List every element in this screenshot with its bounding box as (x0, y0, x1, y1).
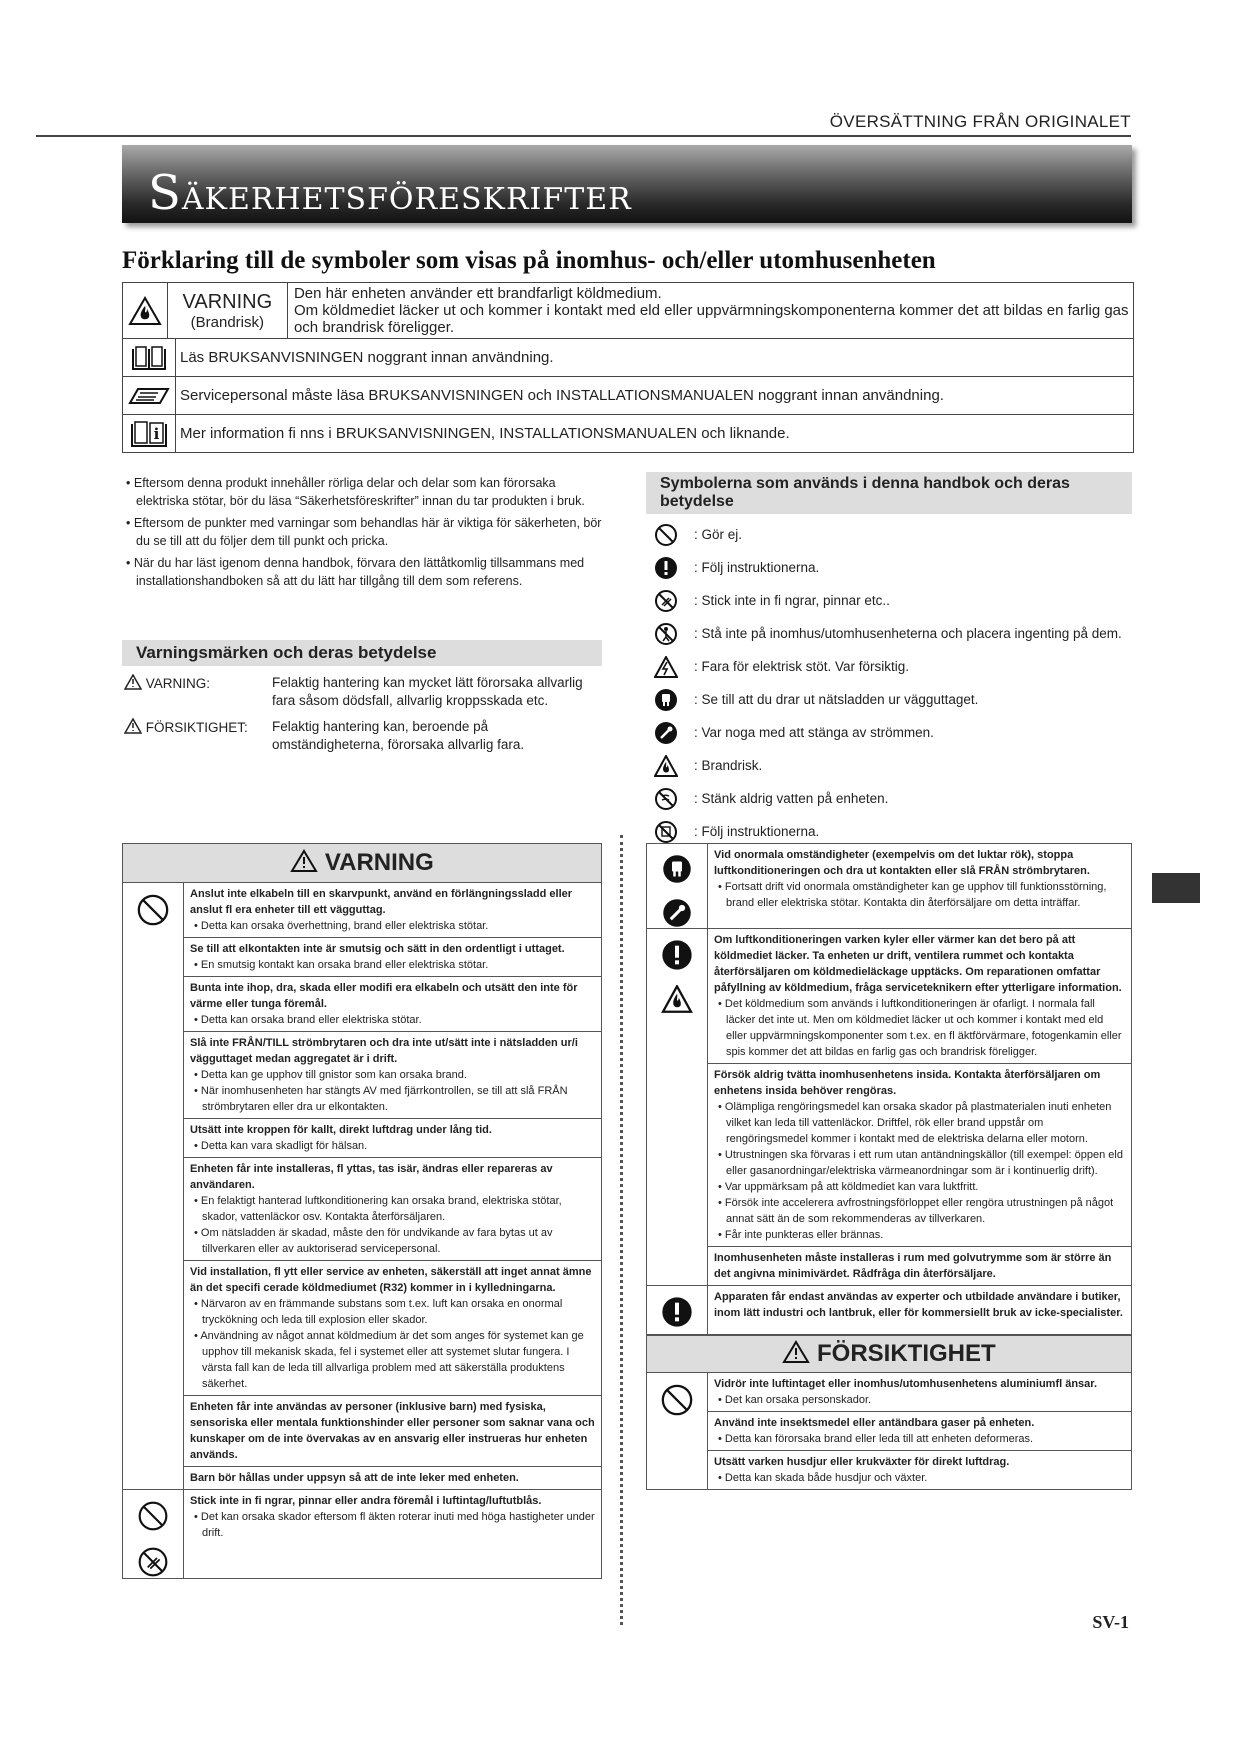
warning-item-title: Inomhusenheten måste installeras i rum med golvutrymme som är större än det angivna minimivärdet. Rådfråga din återförsäljare. (714, 1252, 1112, 1280)
warning-mark-label: FÖRSIKTIGHET: (145, 720, 248, 735)
warning-box-content (184, 883, 601, 1489)
symbol-table (122, 282, 1134, 453)
legend-row (646, 782, 1132, 815)
prohibited-icon (137, 1500, 169, 1532)
warning-item-point-text: Om nätsladden är skadad, måste den för undvikande av fara bytas ut av tillverkaren eller av auktoriserad servicepersonal. (200, 1227, 553, 1255)
manual-icon (123, 377, 176, 414)
legend-text: : Stänk aldrig vatten på enheten. (694, 791, 889, 806)
warning-box-row (123, 883, 601, 1490)
prohibited-icon (660, 1383, 694, 1417)
warning-item-title: Apparaten får endast användas av experter och utbildade användare i butiker, inom lätt industri och lantbruk, eller för kommersiellt bruk av icke-specialister. (714, 1291, 1123, 1319)
unplug-icon (646, 688, 686, 712)
legend-row (646, 716, 1132, 749)
list-item-text: Eftersom denna produkt innehåller rörliga delar och delar som kan förorsaka elektriska stötar, bör du läsa “Säkerhetsföreskrifter” innan du tar produkten i bruk. (133, 476, 585, 508)
right-box-content (708, 929, 1131, 1285)
warning-item (184, 1261, 601, 1396)
warning-item (184, 1119, 601, 1158)
warning-item-point-text: En smutsig kontakt kan orsaka brand eller elektriska stötar. (200, 959, 489, 971)
page-title (148, 165, 632, 221)
warning-mark-text: Felaktig hantering kan mycket lätt förorsaka allvarlig fara såsom dödsfall, allvarlig kroppsskada etc. (272, 675, 583, 708)
warning-item-point: • Det kan orsaka skador eftersom fl äkten roterar inuti med höga hastigheter under drift. (194, 1511, 595, 1539)
symbol-legend (646, 472, 1132, 848)
warning-marks-title: Varningsmärken och deras betydelse (122, 640, 602, 666)
warning-item-title: Utsätt inte kroppen för kallt, direkt luftdrag under lång tid. (190, 1124, 492, 1136)
warning-item-point: • Detta kan vara skadligt för hälsan. (194, 1140, 368, 1152)
caution-item (708, 1373, 1131, 1412)
caution-triangle-icon (124, 718, 142, 734)
legend-text: : Följ instruktionerna. (694, 560, 820, 575)
warning-row (123, 283, 1133, 339)
warning-mark-key (122, 718, 272, 754)
warning-item-title: Om luftkonditioneringen varken kyler eller värmer kan det bero på att köldmediet läcker. Ta enheten ur drift, ventilera rummet och kontakta återförsäljaren om köldmedieläckage upptäcks. Om reparationen omfattar påfyllning av köldmedium, fråga serviceteknikern efter ytterligare information. (714, 934, 1122, 994)
warning-item-point: • Detta kan ge upphov till gnistor som kan orsaka brand. (194, 1069, 467, 1081)
warning-mark-row (122, 674, 602, 710)
warning-item-point: • När inomhusenheten har stängts AV med fjärrkontrollen, se till att slå FRÅN strömbrytaren eller dra ur elkontakten. (194, 1085, 568, 1113)
warning-triangle-icon (124, 674, 142, 690)
caution-item-point-text: Detta kan förorsaka brand eller leda till att enheten deformeras. (724, 1433, 1034, 1445)
warning-box (122, 843, 602, 1579)
legend-row (646, 551, 1132, 584)
mandatory-icon (646, 556, 686, 580)
legend-text: : Gör ej. (694, 527, 743, 542)
warning-item (184, 1158, 601, 1261)
right-box-content (708, 844, 1131, 928)
warning-box-icon-cell (123, 1490, 184, 1578)
caution-box-title: FÖRSIKTIGHET (817, 1340, 996, 1367)
warning-item (708, 1286, 1131, 1324)
no-fingers-icon (137, 1546, 169, 1578)
warning-item-point-text: Detta kan ge upphov till gnistor som kan orsaka brand. (200, 1069, 467, 1081)
warning-item-point: • Om nätsladden är skadad, måste den för undvikande av fara bytas ut av tillverkaren eller av auktoriserad servicepersonal. (194, 1227, 553, 1255)
right-box-icon-cell (647, 929, 708, 1285)
symbols-section-title: Förklaring till de symboler som visas på inomhus- och/eller utomhusenheten (122, 247, 936, 274)
warning-item-title: Se till att elkontakten inte är smutsig och sätt in den ordentligt i uttaget. (190, 943, 565, 955)
right-box-content (708, 1286, 1131, 1334)
warning-item (184, 938, 601, 977)
symbol-row (123, 377, 1133, 415)
power-off-icon (662, 898, 692, 928)
title-initial: S (148, 165, 182, 221)
warning-box-content (184, 1490, 601, 1578)
warning-item-title: Vid onormala omständigheter (exempelvis om det luktar rök), stoppa luftkonditioneringen och dra ut kontakten eller slå FRÅN strömbrytaren. (714, 849, 1090, 877)
warning-item-point: • Det köldmedium som används i luftkonditioneringen är ofarligt. I normala fall läcker det inte ut. Men om köldmediet läcker ut och kommer i kontakt med eld eller uppvärmningskomponenter som t.ex. en fl äktförvärmare, fotogenkamin eller spis kommer det att bildas en farlig gas och brandrisk föreligger. (718, 998, 1122, 1058)
warning-item-title: Slå inte FRÅN/TILL strömbrytaren och dra inte ut/sätt inte i nätsladden ur/i vägguttaget medan aggregatet är i drift. (190, 1037, 578, 1065)
caution-item-point-text: Det kan orsaka personskador. (724, 1394, 872, 1406)
warning-continued-box (646, 843, 1132, 1490)
legend-row (646, 650, 1132, 683)
warning-item-point-text: Fortsatt drift vid onormala omständigheter kan ge upphov till funktionsstörning, brand eller elektriska stötar. Kontakta din återförsäljare om detta inträffar. (724, 881, 1107, 909)
symbol-row-text: Servicepersonal måste läsa BRUKSANVISNINGEN och INSTALLATIONSMANUALEN noggrant innan användning. (180, 387, 944, 404)
warning-item-point: • Försök inte accelerera avfrostningsförloppet eller rengöra utrustningen på något annat sätt än de som rekommenderas av tillverkaren. (718, 1197, 1114, 1225)
warning-item-title: Enheten får inte installeras, fl yttas, tas isär, ändras eller repareras av användaren. (190, 1163, 553, 1191)
warning-item (184, 1396, 601, 1467)
electric-shock-icon (646, 656, 686, 678)
warning-item-title: Försök aldrig tvätta inomhusenhetens insida. Kontakta återförsäljaren om enhetens insida behöver rengöras. (714, 1069, 1101, 1097)
warning-item-point-text: Utrustningen ska förvaras i ett rum utan antändningskällor (till exempel: öppen eld eller gasanordningar/elektriska värmeanordningar som är i kontinuerlig drift). (724, 1149, 1123, 1177)
caution-item-point-text: Detta kan skada både husdjur och växter. (724, 1472, 928, 1484)
warning-item-point-text: Det köldmedium som används i luftkonditioneringen är ofarligt. I normala fall läcker det inte ut. Men om köldmediet läcker ut och kommer i kontakt med eld eller uppvärmningskomponenter som t.ex. en fl äktförvärmare, fotogenkamin eller spis kommer det att bildas en farlig gas och brandrisk föreligger. (724, 998, 1122, 1058)
warning-marks-section (122, 640, 602, 754)
warning-item-point-text: När inomhusenheten har stängts AV med fjärrkontrollen, se till att slå FRÅN strömbrytaren eller dra ur elkontakten. (200, 1085, 568, 1113)
warning-mark-row (122, 718, 602, 754)
mandatory-icon (661, 1296, 693, 1328)
caution-item-title: Använd inte insektsmedel eller antändbara gaser på enheten. (714, 1417, 1035, 1429)
no-fingers-icon (646, 589, 686, 613)
warning-item-point-text: Närvaron av en främmande substans som t.ex. luft kan orsaka en onormal tryckökning och leda till explosion eller skador. (200, 1298, 563, 1326)
warning-item (708, 1247, 1131, 1285)
warning-item-point: • Detta kan orsaka överhettning, brand eller elektriska stötar. (194, 920, 489, 932)
warning-item-point-text: Det kan orsaka skador eftersom fl äkten roterar inuti med höga hastigheter under drift. (200, 1511, 595, 1539)
warning-box-row (123, 1490, 601, 1578)
legend-row (646, 518, 1132, 551)
warning-sublabel: (Brandrisk) (190, 313, 264, 331)
book-icon (123, 339, 176, 376)
legend-text: : Brandrisk. (694, 758, 763, 773)
legend-text: : Se till att du drar ut nätsladden ur vägguttaget. (694, 692, 979, 707)
warning-item (184, 1032, 601, 1119)
title-rest: ÄKERHETSFÖRESKRIFTER (181, 182, 632, 217)
header-rule (36, 135, 1131, 137)
info-book-icon (123, 415, 176, 452)
warning-item-point-text: Detta kan orsaka brand eller elektriska stötar. (200, 1014, 422, 1026)
warning-box-title: VARNING (324, 849, 434, 876)
power-off-icon (646, 721, 686, 745)
caution-item-point: • Det kan orsaka personskador. (718, 1394, 872, 1406)
mandatory-icon (661, 939, 693, 971)
warning-item-point: • Får inte punkteras eller brännas. (718, 1229, 884, 1241)
intro-list (122, 474, 602, 594)
warning-item-title: Barn bör hållas under uppsyn så att de inte leker med enheten. (190, 1472, 519, 1484)
list-item: • Eftersom denna produkt innehåller rörliga delar och delar som kan förorsaka elektriska stötar, bör du läsa “Säkerhetsföreskrifter” innan du tar produkten i bruk. (126, 476, 585, 508)
caution-item (708, 1412, 1131, 1451)
symbol-row-text: Mer information fi nns i BRUKSANVISNINGEN, INSTALLATIONSMANUALEN och liknande. (180, 425, 790, 442)
warning-item-point-text: En felaktigt hanterad luftkonditionering kan orsaka brand, elektriska stötar, skador, vattenläckor osv. Kontakta återförsäljaren. (200, 1195, 562, 1223)
warning-item-point: • En felaktigt hanterad luftkonditionering kan orsaka brand, elektriska stötar, skador, vattenläckor osv. Kontakta återförsäljaren. (194, 1195, 562, 1223)
warning-item-point-text: Användning av något annat köldmedium är det som anges för systemet kan ge upphov till mekanisk skada, fel i systemet eller att systemet slutar fungera. I värsta fall kan de leda till allvarliga problem med att säkerställa produktens säkerhet. (200, 1330, 584, 1390)
warning-item-point-text: Var uppmärksam på att köldmediet kan vara luktfritt. (724, 1181, 979, 1193)
right-box-icon-cell (647, 1286, 708, 1334)
warning-item-point-text: Försök inte accelerera avfrostningsförloppet eller rengöra utrustningen på något annat sätt än de som rekommenderas av tillverkaren. (724, 1197, 1114, 1225)
warning-item-point-text: Får inte punkteras eller brännas. (724, 1229, 884, 1241)
symbol-legend-title: Symbolerna som används i denna handbok och deras betydelse (646, 472, 1132, 514)
page-number: SV-1 (1092, 1612, 1129, 1632)
warning-mark-label: VARNING: (145, 676, 211, 691)
warning-item-point: • Utrustningen ska förvaras i ett rum utan antändningskällor (till exempel: öppen eld eller gasanordningar/elektriska värmeanordningar som är i kontinuerlig drift). (718, 1149, 1123, 1177)
warning-box-header (123, 844, 601, 883)
warning-box-icon-cell (123, 883, 184, 1489)
no-stand-icon (646, 622, 686, 646)
caution-item-title: Vidrör inte luftintaget eller inomhus/utomhusenhetens aluminiumfl änsar. (714, 1378, 1098, 1390)
follow-instructions-icon (646, 820, 686, 844)
section-tab-marker (1152, 873, 1200, 903)
warning-item (708, 844, 1131, 914)
caution-item (708, 1451, 1131, 1489)
unplug-icon (662, 854, 692, 884)
fire-icon (646, 755, 686, 777)
warning-line-1: Den här enheten använder ett brandfarligt köldmedium. (293, 285, 662, 302)
warning-item-point: • Närvaron av en främmande substans som t.ex. luft kan orsaka en onormal tryckökning och leda till explosion eller skador. (194, 1298, 563, 1326)
warning-description (288, 285, 1133, 336)
legend-text: : Var noga med att stänga av strömmen. (694, 725, 934, 740)
legend-text: : Stå inte på inomhus/utomhusenheterna och placera ingenting på dem. (694, 626, 1122, 641)
warning-item (184, 977, 601, 1032)
right-box-row (647, 1286, 1131, 1335)
symbol-row (123, 415, 1133, 452)
list-item-text: När du har läst igenom denna handbok, förvara den lättåtkomlig tillsammans med installationshandboken så att du lätt har tillgång till dem som referens. (133, 556, 585, 588)
warning-item-point: • Detta kan orsaka brand eller elektriska stötar. (194, 1014, 422, 1026)
list-item-text: Eftersom de punkter med varningar som behandlas här är viktiga för säkerheten, bör du se till att du följer dem till punkt och pricka. (133, 516, 602, 548)
list-item: • När du har läst igenom denna handbok, förvara den lättåtkomlig tillsammans med installationshandboken så att du lätt har tillgång till dem som referens. (126, 556, 585, 588)
right-box-row (647, 929, 1131, 1286)
warning-item-title: Anslut inte elkabeln till en skarvpunkt, använd en förlängningssladd eller anslut fl era enheter till ett vägguttag. (190, 888, 573, 916)
fire-warning-icon (123, 283, 168, 338)
right-box-row (647, 844, 1131, 929)
warning-line-2: Om köldmediet läcker ut och kommer i kontakt med eld eller uppvärmningskomponenterna kommer det att bildas en farlig gas och brandrisk föreligger. (293, 302, 1129, 336)
caution-item-point: • Detta kan skada både husdjur och växter. (718, 1472, 928, 1484)
warning-label-cell (168, 283, 288, 338)
prohibited-icon (136, 893, 170, 927)
warning-item (708, 1064, 1131, 1247)
legend-row (646, 584, 1132, 617)
legend-text: : Stick inte in fi ngrar, pinnar etc.. (694, 593, 890, 608)
caution-box-icon-cell (647, 1373, 708, 1489)
legend-text: : Fara för elektrisk stöt. Var försiktig. (694, 659, 910, 674)
warning-item-title: Vid installation, fl ytt eller service av enheten, säkerställ att inget annat ämne än det specifi cerade köldmediumet (R32) kommer in i kylledningarna. (190, 1266, 592, 1294)
warning-triangle-icon (290, 849, 318, 873)
warning-label: VARNING (182, 290, 273, 313)
warning-item-point: • Var uppmärksam på att köldmediet kan vara luktfritt. (718, 1181, 979, 1193)
symbol-row-text: Läs BRUKSANVISNINGEN noggrant innan användning. (180, 349, 554, 366)
warning-item-point-text: Detta kan orsaka överhettning, brand eller elektriska stötar. (200, 920, 489, 932)
caution-box-content (708, 1373, 1131, 1489)
caution-item-title: Utsätt varken husdjur eller krukväxter för direkt luftdrag. (714, 1456, 1010, 1468)
warning-mark-key (122, 674, 272, 710)
list-item: • Eftersom de punkter med varningar som behandlas här är viktiga för säkerheten, bör du se till att du följer dem till punkt och pricka. (126, 516, 602, 548)
svg-text:i: i (153, 424, 160, 443)
warning-item-point: • Olämpliga rengöringsmedel kan orsaka skador på plastmaterialen inuti enheten vilket kan leda till vattenläckor. Driftfel, rök eller brand uppstår om rengöringsmedel kommer i kontakt med de elektriska delarna eller motorn. (718, 1101, 1112, 1145)
warning-item-point-text: Detta kan vara skadligt för hälsan. (200, 1140, 368, 1152)
translation-note: ÖVERSÄTTNING FRÅN ORIGINALET (829, 112, 1131, 131)
column-divider (620, 835, 623, 1625)
warning-item-title: Enheten får inte användas av personer (inklusive barn) med fysiska, sensoriska eller mentala funktionshinder eller personer som saknar vana och kunskaper om de inte övervakas av en ansvarig eller instrueras hur enheten används. (190, 1401, 595, 1461)
caution-triangle-icon (782, 1340, 810, 1364)
symbol-row (123, 339, 1133, 377)
warning-item (184, 1467, 601, 1489)
warning-item-point: • Fortsatt drift vid onormala omständigheter kan ge upphov till funktionsstörning, brand eller elektriska stötar. Kontakta din återförsäljare om detta inträffar. (718, 881, 1107, 909)
warning-item-point-text: Olämpliga rengöringsmedel kan orsaka skador på plastmaterialen inuti enheten vilket kan leda till vattenläckor. Driftfel, rök eller brand uppstår om rengöringsmedel kommer i kontakt med de elektriska delarna eller motorn. (724, 1101, 1112, 1145)
warning-item (708, 929, 1131, 1064)
no-water-icon (646, 787, 686, 811)
warning-item (184, 883, 601, 938)
warning-item-point: • Användning av något annat köldmedium är det som anges för systemet kan ge upphov till mekanisk skada, fel i systemet eller att systemet slutar fungera. I värsta fall kan de leda till allvarliga problem med att säkerställa produktens säkerhet. (194, 1330, 584, 1390)
caution-box-row (647, 1373, 1131, 1489)
warning-item-title: Bunta inte ihop, dra, skada eller modifi era elkabeln och utsätt den inte för värme eller tunga föremål. (190, 982, 578, 1010)
fire-icon (661, 985, 693, 1013)
right-box-icon-cell (647, 844, 708, 928)
warning-item-point: • En smutsig kontakt kan orsaka brand eller elektriska stötar. (194, 959, 489, 971)
warning-mark-text: Felaktig hantering kan, beroende på omständigheterna, förorsaka allvarlig fara. (272, 719, 525, 752)
caution-box-header (647, 1335, 1131, 1373)
legend-text: : Följ instruktionerna. (694, 824, 820, 839)
caution-item-point: • Detta kan förorsaka brand eller leda till att enheten deformeras. (718, 1433, 1034, 1445)
prohibited-icon (646, 523, 686, 547)
warning-item-title: Stick inte in fi ngrar, pinnar eller andra föremål i luftintag/luftutblås. (190, 1495, 542, 1507)
legend-row (646, 749, 1132, 782)
warning-item (184, 1490, 601, 1571)
legend-row (646, 683, 1132, 716)
legend-row (646, 617, 1132, 650)
